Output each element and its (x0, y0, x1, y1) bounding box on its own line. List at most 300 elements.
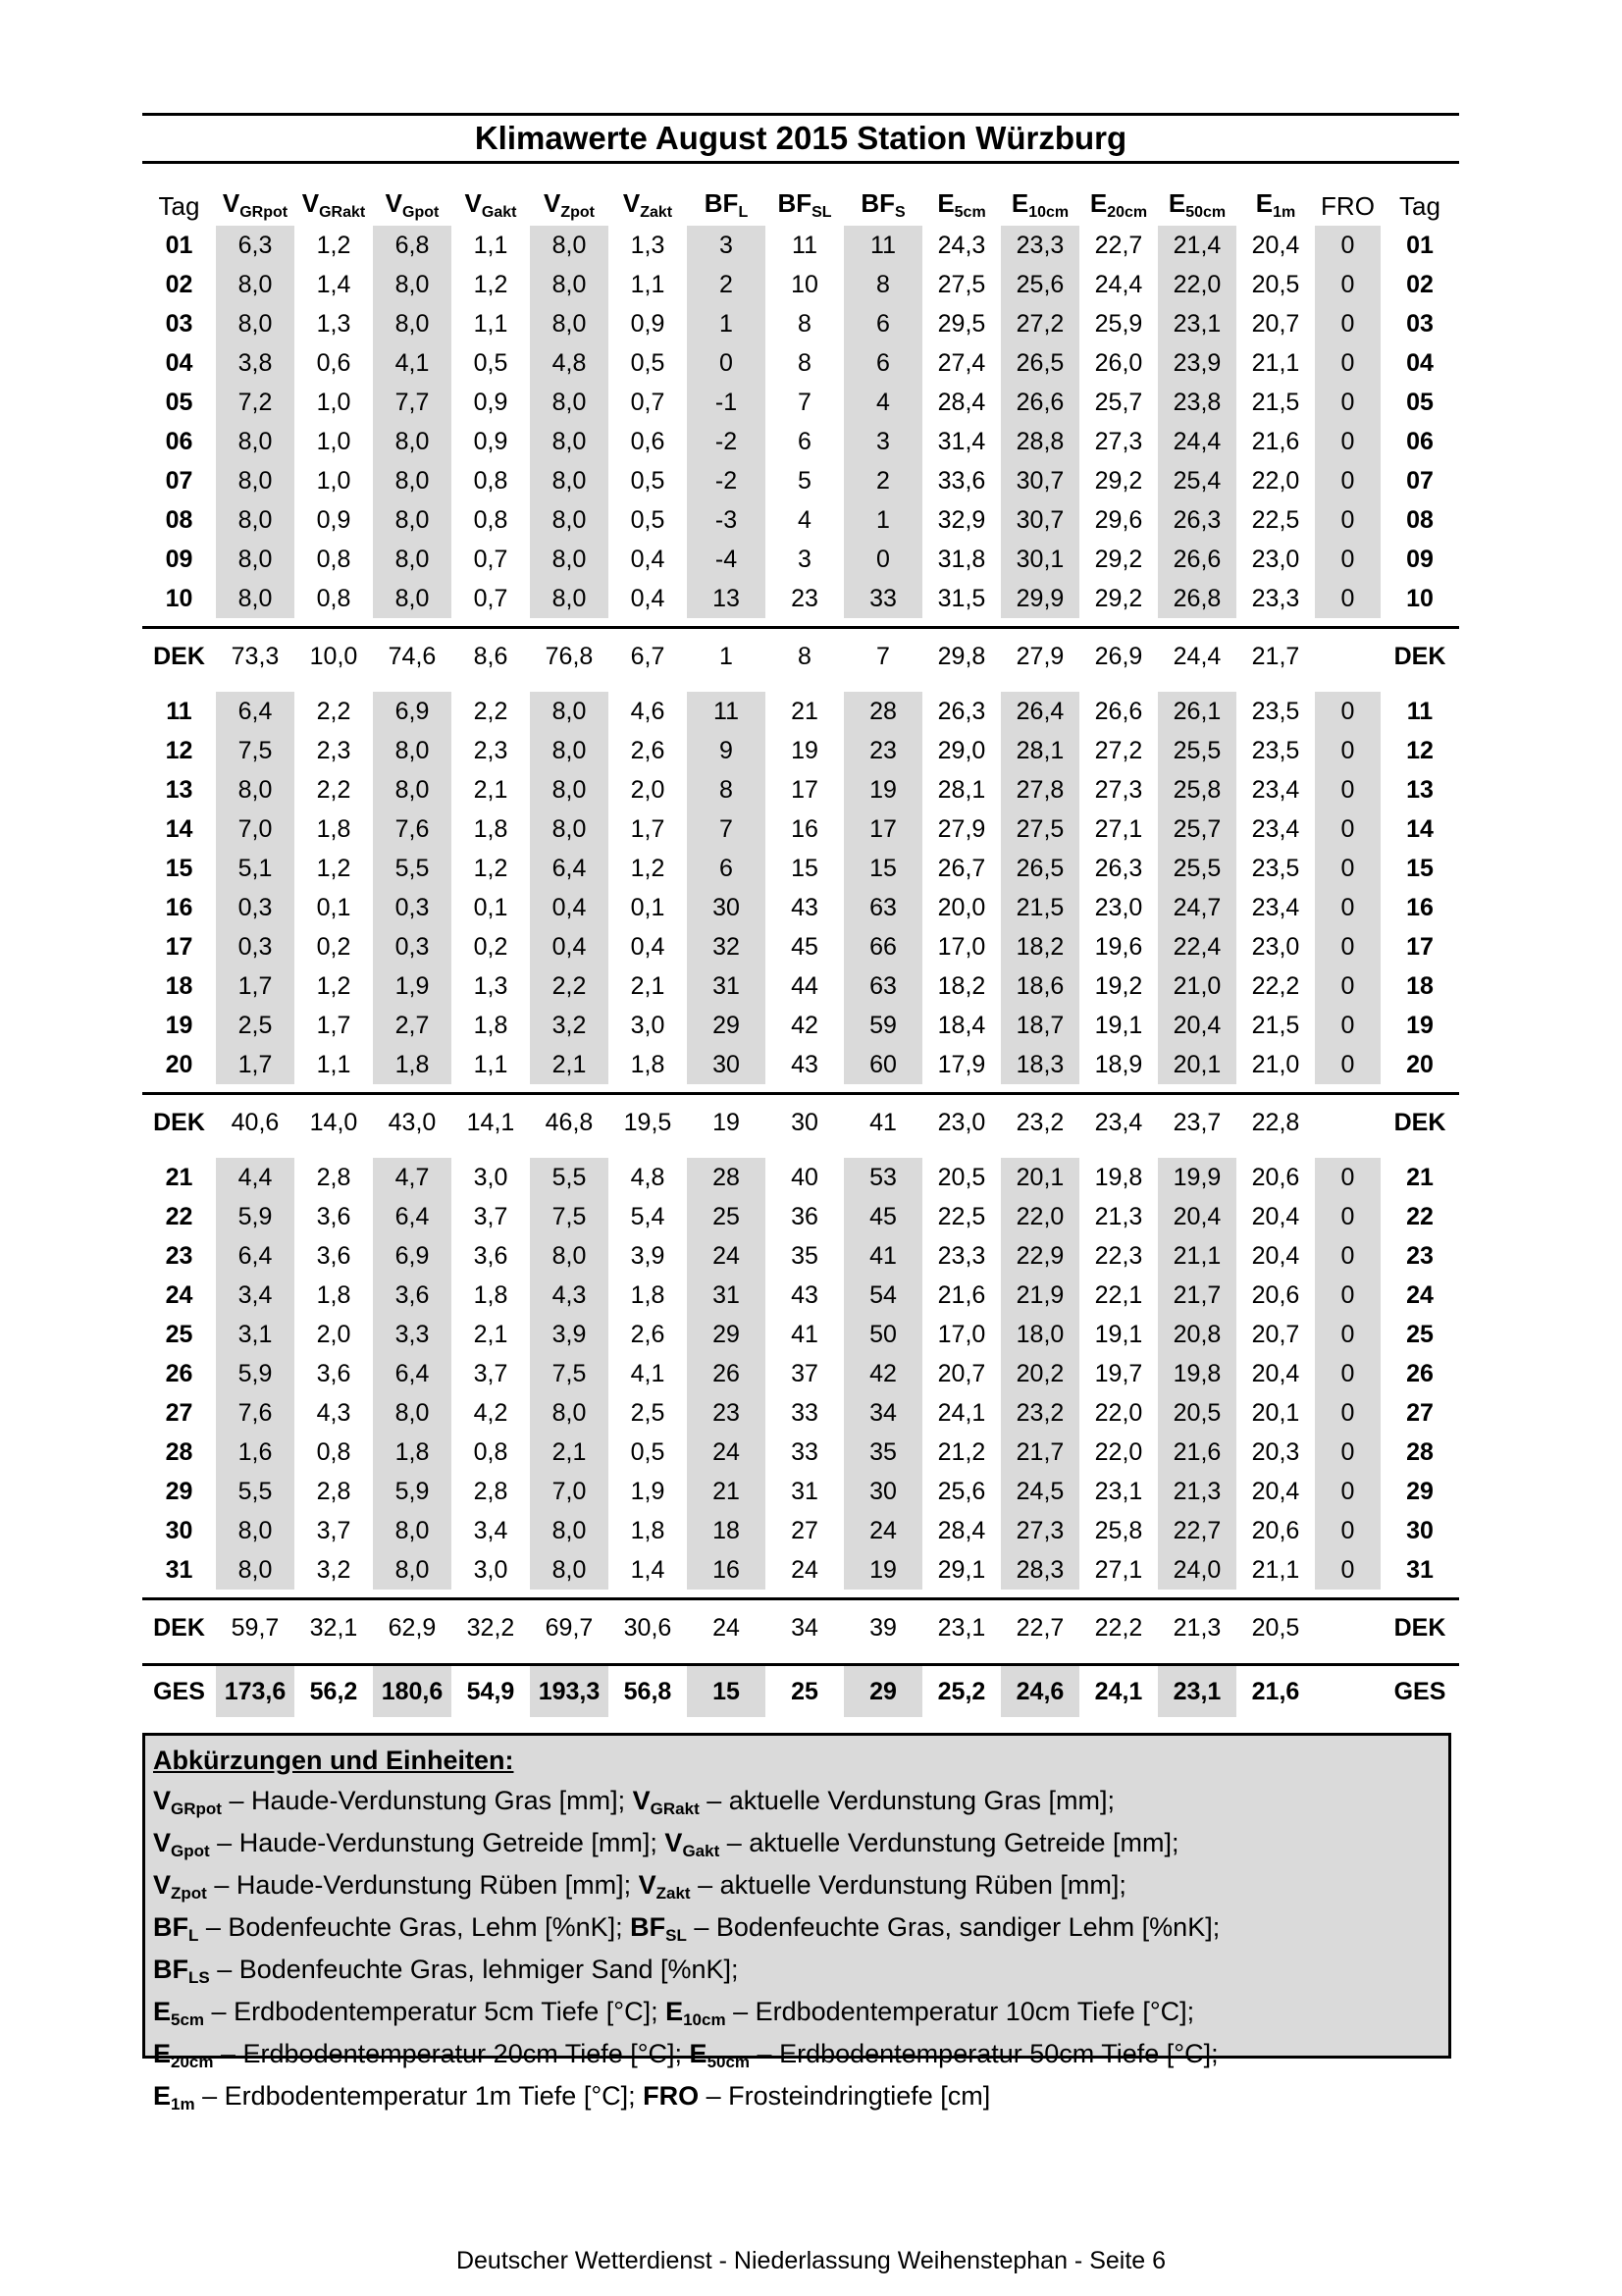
cell-e1m: 23,4 (1251, 893, 1300, 921)
spacer-cell (142, 1590, 1459, 1597)
row-label-right: 10 (1406, 584, 1434, 612)
cell-bfs: 42 (844, 1354, 922, 1393)
cell-vgakt: 3,7 (473, 1202, 508, 1230)
cell-bfsl: 11 (792, 231, 817, 259)
row-label: 20 (165, 1050, 193, 1078)
cell-bfs: 53 (844, 1158, 922, 1197)
cell-bfl: 21 (687, 1472, 765, 1511)
cell-bfl: 0 (687, 343, 765, 383)
cell-vgpot: 4,7 (373, 1158, 451, 1197)
cell-vgrakt: 56,2 (294, 1663, 373, 1717)
cell-vgpot: 180,6 (373, 1663, 451, 1717)
cell-bfsl: 36 (791, 1202, 818, 1230)
cell-bfl: 13 (687, 579, 765, 618)
legend-abbrev: E (153, 2039, 172, 2068)
cell-vzpot: 69,7 (530, 1597, 608, 1655)
cell-vgrakt: 10,0 (294, 626, 373, 684)
header-e50cm (1158, 188, 1236, 222)
legend-line (153, 1995, 1442, 2037)
legend-line (153, 1910, 1442, 1953)
cell-vzakt: 2,0 (630, 775, 665, 804)
cell-bfs: 23 (844, 731, 922, 770)
cell-vgpot: 5,5 (373, 849, 451, 888)
cell-e20cm: 26,3 (1094, 854, 1143, 882)
cell-e50cm: 26,1 (1158, 692, 1236, 731)
cell-vgrakt: 2,3 (316, 736, 351, 764)
cell-e20cm: 19,1 (1094, 1011, 1143, 1039)
row-label: 26 (165, 1359, 193, 1387)
cell-e10cm: 23,2 (1001, 1092, 1079, 1150)
row-label: 23 (165, 1241, 193, 1270)
cell-e5cm: 21,2 (937, 1437, 986, 1466)
cell-bfs: 4 (844, 383, 922, 422)
cell-fro: 0 (1315, 966, 1381, 1006)
cell-bfl: 19 (687, 1092, 765, 1150)
legend-abbrev: BF (630, 1912, 666, 1942)
row-label: 21 (165, 1163, 193, 1191)
table-body (142, 222, 1459, 1717)
cell-e20cm: 21,3 (1094, 1202, 1143, 1230)
row-label-right: 28 (1406, 1437, 1434, 1466)
row-label: 24 (165, 1280, 193, 1309)
legend-text: – aktuelle Verdunstung Rüben [mm]; (690, 1870, 1126, 1900)
cell-e10cm: 21,9 (1001, 1276, 1079, 1315)
table-row (142, 1006, 1459, 1045)
decade-summary-row (142, 626, 1459, 684)
cell-bfl: 30 (687, 1045, 765, 1084)
cell-vgpot: 6,9 (373, 1236, 451, 1276)
legend-abbrev: FRO (643, 2081, 700, 2111)
cell-vgrpot: 8,0 (216, 304, 294, 343)
legend-subscript: Gpot (171, 1842, 210, 1860)
cell-vgrakt: 1,4 (316, 270, 351, 298)
row-label-right: GES (1381, 1663, 1459, 1717)
row-label-right: 06 (1406, 427, 1434, 455)
row-label-right: 19 (1406, 1011, 1434, 1039)
cell-e5cm: 22,5 (937, 1202, 986, 1230)
header-base: FRO (1321, 191, 1375, 221)
row-label: GES (142, 1663, 216, 1717)
cell-bfsl: 17 (791, 775, 818, 804)
legend-abbrev: V (153, 1786, 172, 1815)
cell-e20cm: 22,0 (1094, 1398, 1143, 1427)
cell-vzpot: 8,0 (530, 422, 608, 461)
cell-e20cm: 29,6 (1094, 505, 1143, 534)
cell-vgpot: 43,0 (373, 1092, 451, 1150)
cell-vgrakt: 2,8 (316, 1163, 351, 1191)
cell-vgakt: 0,2 (473, 932, 508, 961)
cell-e50cm: 20,8 (1158, 1315, 1236, 1354)
row-label-right: DEK (1381, 1597, 1459, 1655)
header-subscript: 10cm (1028, 204, 1070, 221)
cell-vzakt: 1,8 (630, 1280, 665, 1309)
cell-e50cm: 25,5 (1158, 849, 1236, 888)
cell-bfsl: 19 (791, 736, 818, 764)
row-label-right: 31 (1406, 1555, 1434, 1584)
cell-fro: 0 (1315, 1276, 1381, 1315)
cell-fro: 0 (1315, 1354, 1381, 1393)
cell-vzpot: 8,0 (530, 500, 608, 540)
cell-e50cm: 22,7 (1158, 1511, 1236, 1550)
cell-bfs: 19 (844, 770, 922, 809)
cell-vzakt: 3,0 (630, 1011, 665, 1039)
cell-e50cm: 21,7 (1158, 1276, 1236, 1315)
decade-summary-row (142, 1597, 1459, 1655)
header-subscript: Gpot (402, 204, 440, 221)
cell-vgrakt: 0,2 (316, 932, 351, 961)
cell-e50cm: 19,8 (1158, 1354, 1236, 1393)
cell-vgpot: 1,9 (373, 966, 451, 1006)
cell-fro: 0 (1315, 809, 1381, 849)
cell-bfs: 41 (844, 1092, 922, 1150)
cell-bfs: 30 (844, 1472, 922, 1511)
cell-vgrpot: 7,2 (216, 383, 294, 422)
legend-box (142, 1733, 1451, 2113)
cell-e10cm: 27,9 (1001, 626, 1079, 684)
legend-abbrev: E (665, 1997, 684, 2026)
page-footer: Deutscher Wetterdienst - Niederlassung Weihenstephan - Seite 6 (455, 2247, 1167, 2274)
header-fro (1315, 188, 1381, 222)
row-label: 15 (165, 854, 193, 882)
cell-e10cm: 26,6 (1001, 383, 1079, 422)
cell-vgrakt: 1,0 (316, 388, 351, 416)
cell-bfs: 45 (844, 1197, 922, 1236)
cell-bfsl: 15 (791, 854, 818, 882)
cell-fro: 0 (1315, 500, 1381, 540)
cell-bfs: 0 (844, 540, 922, 579)
row-label: 08 (165, 505, 193, 534)
cell-e1m: 21,1 (1251, 348, 1300, 377)
cell-e1m: 23,5 (1251, 736, 1300, 764)
cell-e1m: 23,5 (1251, 697, 1300, 725)
cell-fro: 0 (1315, 226, 1381, 265)
row-label: 09 (165, 545, 193, 573)
cell-fro: 0 (1315, 1393, 1381, 1433)
cell-bfsl: 6 (798, 427, 811, 455)
cell-vgrpot: 7,5 (216, 731, 294, 770)
cell-vzpot: 8,0 (530, 1550, 608, 1590)
header-base: E (1168, 188, 1186, 218)
table-row (142, 500, 1459, 540)
cell-e10cm: 23,2 (1001, 1393, 1079, 1433)
cell-e5cm: 17,0 (937, 1320, 986, 1348)
legend-line (153, 2037, 1442, 2079)
row-label: 18 (165, 971, 193, 1000)
cell-e50cm: 20,4 (1158, 1006, 1236, 1045)
row-label-right: 01 (1406, 231, 1434, 259)
cell-vgpot: 8,0 (373, 1511, 451, 1550)
header-base: V (544, 188, 561, 218)
table-row (142, 1158, 1459, 1197)
cell-vgrpot: 1,7 (216, 966, 294, 1006)
cell-fro: 0 (1315, 692, 1381, 731)
cell-fro (1315, 1092, 1381, 1150)
cell-vzpot: 3,2 (530, 1006, 608, 1045)
cell-e50cm: 26,8 (1158, 579, 1236, 618)
header-base: E (1255, 188, 1274, 218)
cell-bfl: 24 (687, 1236, 765, 1276)
legend-abbrev: E (153, 1997, 172, 2026)
header-base: E (937, 188, 955, 218)
cell-e50cm: 22,4 (1158, 927, 1236, 966)
legend-subscript: SL (665, 1926, 687, 1945)
cell-vzakt: 0,4 (630, 584, 665, 612)
header-subscript: SL (811, 204, 832, 221)
cell-vzpot: 8,0 (530, 304, 608, 343)
cell-bfl: 29 (687, 1315, 765, 1354)
row-label-right: 14 (1406, 814, 1434, 843)
cell-vgrpot: 0,3 (216, 888, 294, 927)
cell-e5cm: 28,1 (937, 775, 986, 804)
cell-vgrakt: 3,6 (316, 1202, 351, 1230)
cell-e10cm: 20,1 (1001, 1158, 1079, 1197)
cell-vgrakt: 1,2 (316, 971, 351, 1000)
spacer-row (142, 618, 1459, 626)
cell-vgrpot: 73,3 (216, 626, 294, 684)
cell-e10cm: 25,6 (1001, 265, 1079, 304)
row-label: 25 (165, 1320, 193, 1348)
cell-vgrpot: 3,4 (216, 1276, 294, 1315)
cell-vgrakt: 14,0 (294, 1092, 373, 1150)
header-subscript: GRakt (319, 204, 366, 221)
header-base: E (1011, 188, 1029, 218)
cell-vgrpot: 6,3 (216, 226, 294, 265)
cell-e20cm: 22,1 (1094, 1280, 1143, 1309)
cell-vgpot: 4,1 (373, 343, 451, 383)
cell-vgrpot: 40,6 (216, 1092, 294, 1150)
row-label-right: 17 (1406, 932, 1434, 961)
cell-vgrpot: 8,0 (216, 1550, 294, 1590)
cell-bfl: 8 (687, 770, 765, 809)
cell-bfs: 11 (844, 226, 922, 265)
cell-e1m: 21,0 (1251, 1050, 1300, 1078)
cell-e5cm: 25,6 (937, 1477, 986, 1505)
cell-vzakt: 2,6 (630, 736, 665, 764)
legend-line (153, 1826, 1442, 1868)
header-row (142, 188, 1459, 222)
cell-bfs: 54 (844, 1276, 922, 1315)
cell-vzakt: 19,5 (608, 1092, 687, 1150)
cell-e50cm: 21,3 (1158, 1597, 1236, 1655)
cell-vgakt: 2,2 (473, 697, 508, 725)
cell-vzpot: 8,0 (530, 265, 608, 304)
cell-vgpot: 8,0 (373, 461, 451, 500)
cell-vgrpot: 5,1 (216, 849, 294, 888)
cell-vgpot: 0,3 (373, 888, 451, 927)
spacer-cell (142, 618, 1459, 626)
cell-e5cm: 29,8 (922, 626, 1001, 684)
row-label: 28 (165, 1437, 193, 1466)
cell-vgakt: 0,5 (473, 348, 508, 377)
cell-e1m: 20,5 (1236, 1597, 1315, 1655)
cell-vzakt: 1,9 (630, 1477, 665, 1505)
cell-fro: 0 (1315, 927, 1381, 966)
cell-e1m: 20,6 (1251, 1516, 1300, 1544)
cell-e10cm: 30,1 (1001, 540, 1079, 579)
cell-e50cm: 25,5 (1158, 731, 1236, 770)
cell-vgakt: 0,1 (473, 893, 508, 921)
cell-e50cm: 23,1 (1158, 304, 1236, 343)
cell-vgakt: 14,1 (451, 1092, 530, 1150)
cell-bfsl: 41 (791, 1320, 818, 1348)
cell-vgrpot: 8,0 (216, 265, 294, 304)
table-row (142, 579, 1459, 618)
header-vgrpot (216, 188, 294, 222)
cell-vgpot: 6,4 (373, 1354, 451, 1393)
cell-vzpot: 8,0 (530, 1236, 608, 1276)
cell-e5cm: 29,1 (937, 1555, 986, 1584)
cell-e50cm: 19,9 (1158, 1158, 1236, 1197)
row-label: 27 (165, 1398, 193, 1427)
cell-vgakt: 1,3 (473, 971, 508, 1000)
table-row (142, 1045, 1459, 1084)
cell-e50cm: 24,4 (1158, 626, 1236, 684)
cell-e1m: 20,4 (1251, 1241, 1300, 1270)
cell-vgpot: 6,9 (373, 692, 451, 731)
cell-e5cm: 27,5 (937, 270, 986, 298)
header-tag-right (1381, 188, 1459, 222)
header-base: V (301, 188, 320, 218)
cell-bfsl: 8 (765, 626, 844, 684)
legend-abbrev: BF (153, 1955, 188, 1984)
cell-vgpot: 3,3 (373, 1315, 451, 1354)
row-label: 29 (165, 1477, 193, 1505)
cell-bfl: -3 (687, 500, 765, 540)
table-row (142, 809, 1459, 849)
cell-e10cm: 18,2 (1001, 927, 1079, 966)
header-e10cm (1001, 188, 1079, 222)
cell-bfl: 31 (687, 966, 765, 1006)
cell-vzakt: 5,4 (630, 1202, 665, 1230)
cell-vgrakt: 0,9 (316, 505, 351, 534)
spacer-cell (142, 1084, 1459, 1092)
row-label-right: 16 (1406, 893, 1434, 921)
cell-vgpot: 8,0 (373, 500, 451, 540)
cell-e10cm: 22,7 (1001, 1597, 1079, 1655)
cell-e1m: 22,0 (1251, 466, 1300, 495)
cell-bfsl: 43 (791, 893, 818, 921)
cell-vzpot: 4,3 (530, 1276, 608, 1315)
cell-e50cm: 21,1 (1158, 1236, 1236, 1276)
cell-e50cm: 21,4 (1158, 226, 1236, 265)
cell-vgrpot: 1,7 (216, 1045, 294, 1084)
cell-e20cm: 22,0 (1094, 1437, 1143, 1466)
cell-fro: 0 (1315, 579, 1381, 618)
legend-line (153, 1784, 1442, 1826)
table-row (142, 1550, 1459, 1590)
header-tag-left (142, 188, 216, 222)
cell-e1m: 23,5 (1251, 854, 1300, 882)
cell-e20cm: 24,1 (1079, 1663, 1158, 1717)
cell-e20cm: 19,6 (1094, 932, 1143, 961)
cell-vzakt: 1,1 (630, 270, 665, 298)
cell-vzakt: 3,9 (630, 1241, 665, 1270)
row-label: 14 (165, 814, 193, 843)
cell-e5cm: 23,3 (937, 1241, 986, 1270)
spacer-row (142, 1084, 1459, 1092)
table-row (142, 770, 1459, 809)
row-label-right: 11 (1406, 697, 1434, 725)
legend-subscript: 5cm (171, 2010, 205, 2029)
cell-vzpot: 4,8 (530, 343, 608, 383)
row-label: 30 (165, 1516, 193, 1544)
cell-fro: 0 (1315, 731, 1381, 770)
row-label-right: 30 (1406, 1516, 1434, 1544)
cell-bfl: 23 (687, 1393, 765, 1433)
cell-e5cm: 21,6 (937, 1280, 986, 1309)
table-row (142, 692, 1459, 731)
legend-abbrev: V (638, 1870, 656, 1900)
cell-vzpot: 8,0 (530, 1511, 608, 1550)
cell-bfl: -2 (687, 422, 765, 461)
cell-e10cm: 24,6 (1001, 1663, 1079, 1717)
cell-e1m: 20,6 (1251, 1163, 1300, 1191)
legend-subscript: LS (188, 1968, 210, 1987)
cell-vgrpot: 8,0 (216, 579, 294, 618)
cell-e50cm: 23,9 (1158, 343, 1236, 383)
row-label-right: 09 (1406, 545, 1434, 573)
cell-vzpot: 2,2 (530, 966, 608, 1006)
legend-abbrev: V (632, 1786, 651, 1815)
header-base: V (385, 188, 402, 218)
row-label-right: 15 (1406, 854, 1434, 882)
table-row (142, 966, 1459, 1006)
cell-vgakt: 0,8 (473, 1437, 508, 1466)
cell-bfsl: 35 (791, 1241, 818, 1270)
row-label-right: 26 (1406, 1359, 1434, 1387)
cell-e50cm: 24,0 (1158, 1550, 1236, 1590)
cell-vgpot: 8,0 (373, 540, 451, 579)
cell-bfsl: 27 (791, 1516, 818, 1544)
legend-subscript: GRpot (171, 1800, 222, 1818)
cell-e50cm: 20,5 (1158, 1393, 1236, 1433)
cell-vzpot: 3,9 (530, 1315, 608, 1354)
cell-vgrakt: 0,1 (316, 893, 351, 921)
cell-e20cm: 27,2 (1094, 736, 1143, 764)
cell-vgpot: 3,6 (373, 1276, 451, 1315)
cell-e10cm: 30,7 (1001, 500, 1079, 540)
row-label-right: 04 (1406, 348, 1434, 377)
table-row (142, 1393, 1459, 1433)
cell-e5cm: 20,5 (937, 1163, 986, 1191)
cell-e20cm: 26,9 (1079, 626, 1158, 684)
cell-e10cm: 20,2 (1001, 1354, 1079, 1393)
cell-vzpot: 46,8 (530, 1092, 608, 1150)
cell-vgakt: 0,9 (473, 388, 508, 416)
cell-vgrpot: 6,4 (216, 692, 294, 731)
cell-vzakt: 0,1 (630, 893, 665, 921)
table-row (142, 304, 1459, 343)
cell-bfl: 15 (687, 1663, 765, 1717)
cell-vzpot: 8,0 (530, 540, 608, 579)
header-subscript: Zpot (560, 204, 595, 221)
cell-e5cm: 20,7 (937, 1359, 986, 1387)
cell-bfs: 3 (844, 422, 922, 461)
header-vzakt (608, 188, 687, 222)
legend-abbrev: V (153, 1870, 172, 1900)
cell-fro: 0 (1315, 1433, 1381, 1472)
cell-e10cm: 22,9 (1001, 1236, 1079, 1276)
cell-vgrakt: 3,6 (316, 1359, 351, 1387)
cell-vzakt: 56,8 (608, 1663, 687, 1717)
cell-bfs: 60 (844, 1045, 922, 1084)
cell-fro (1315, 1597, 1381, 1655)
cell-e10cm: 30,7 (1001, 461, 1079, 500)
cell-e1m: 20,4 (1251, 231, 1300, 259)
cell-vgakt: 1,8 (473, 1280, 508, 1309)
cell-e10cm: 26,5 (1001, 849, 1079, 888)
cell-vzpot: 8,0 (530, 383, 608, 422)
